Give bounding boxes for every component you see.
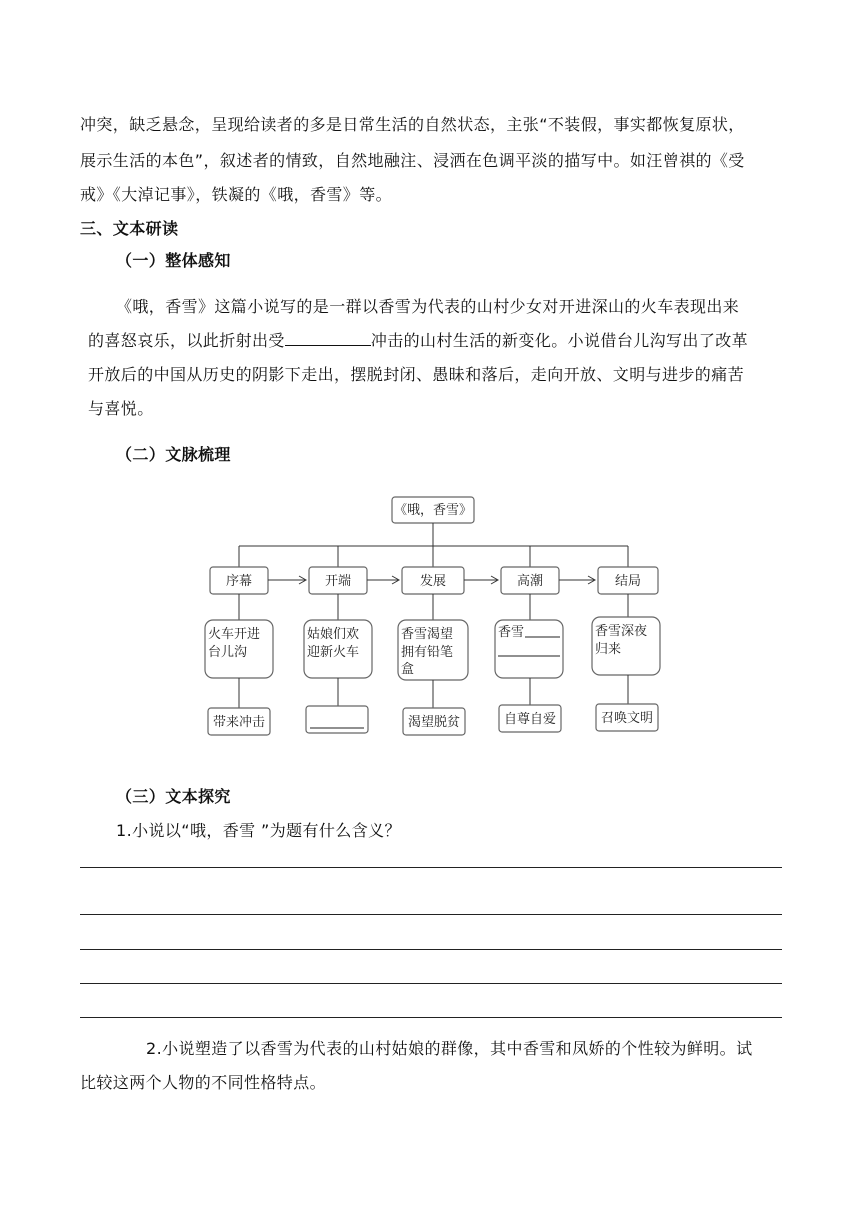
overall-line-3: 开放后的中国从历史的阴影下走出，摆脱封闭、愚昧和落后，走向开放、文明与进步的痛苦 <box>88 365 745 384</box>
stage-prologue: 序幕 <box>225 574 253 589</box>
stage-ending: 结局 <box>614 574 642 589</box>
overall-line-4: 与喜悦。 <box>88 399 154 418</box>
question-2-line-1: 2.小说塑造了以香雪为代表的山村姑娘的群像，其中香雪和凤娇的个性较为鲜明。试 <box>146 1039 753 1058</box>
intro-line-3: 戒》《大淖记事》，铁凝的《哦，香雪》等。 <box>80 185 393 204</box>
theme-box-2 <box>306 706 368 733</box>
event-3-line-2: 拥有铅笔 <box>401 645 454 660</box>
event-3-line-1: 香雪渴望 <box>401 627 454 642</box>
subheading-structure: （二）文脉梳理 <box>116 445 231 464</box>
event-5-line-1: 香雪深夜 <box>595 624 648 639</box>
answer-line[interactable] <box>80 914 782 915</box>
subheading-overall: （一）整体感知 <box>116 251 231 270</box>
stage-climax: 高潮 <box>516 574 544 589</box>
event-1-line-1: 火车开进 <box>208 627 261 642</box>
diagram-root-label: 《哦，香雪》 <box>393 503 473 518</box>
event-2-line-2: 迎新火车 <box>307 645 360 660</box>
theme-3: 渴望脱贫 <box>407 715 461 730</box>
event-4-line-1: 香雪 <box>498 625 525 640</box>
stage-opening: 开端 <box>324 574 352 589</box>
theme-1: 带来冲击 <box>212 715 266 730</box>
answer-line[interactable] <box>80 867 782 868</box>
event-5-line-2: 归来 <box>595 642 622 657</box>
theme-4: 自尊自爱 <box>503 712 557 727</box>
stage-development: 发展 <box>419 574 447 589</box>
event-3-line-3: 盒 <box>401 662 415 677</box>
event-1-line-2: 台儿沟 <box>208 645 248 660</box>
intro-line-1: 冲突，缺乏悬念，呈现给读者的多是日常生活的自然状态，主张“不装假，事实都恢复原状， <box>80 115 745 134</box>
overall-line-1: 《哦，香雪》这篇小说写的是一群以香雪为代表的山村少女对开进深山的火车表现出来 <box>116 297 740 316</box>
answer-line[interactable] <box>80 949 782 950</box>
theme-5: 召唤文明 <box>600 711 654 726</box>
answer-line[interactable] <box>80 1017 782 1018</box>
answer-line[interactable] <box>80 983 782 984</box>
subheading-exploration: （三）文本探究 <box>116 787 231 806</box>
section-heading: 三、文本研读 <box>80 219 179 238</box>
question-1: 1.小说以“哦，香雪 ”为题有什么含义？ <box>116 821 401 840</box>
overall-line-2: 的喜怒哀乐，以此折射出受 冲击的山村生活的新变化。小说借台儿沟写出了改革 <box>88 331 749 350</box>
intro-line-2: 展示生活的本色”，叙述者的情致，自然地融注、浸洒在色调平淡的描写中。如汪曾祺的《受 <box>80 151 745 170</box>
event-2-line-1: 姑娘们欢 <box>307 627 360 642</box>
question-2-line-2: 比较这两个人物的不同性格特点。 <box>80 1073 327 1092</box>
